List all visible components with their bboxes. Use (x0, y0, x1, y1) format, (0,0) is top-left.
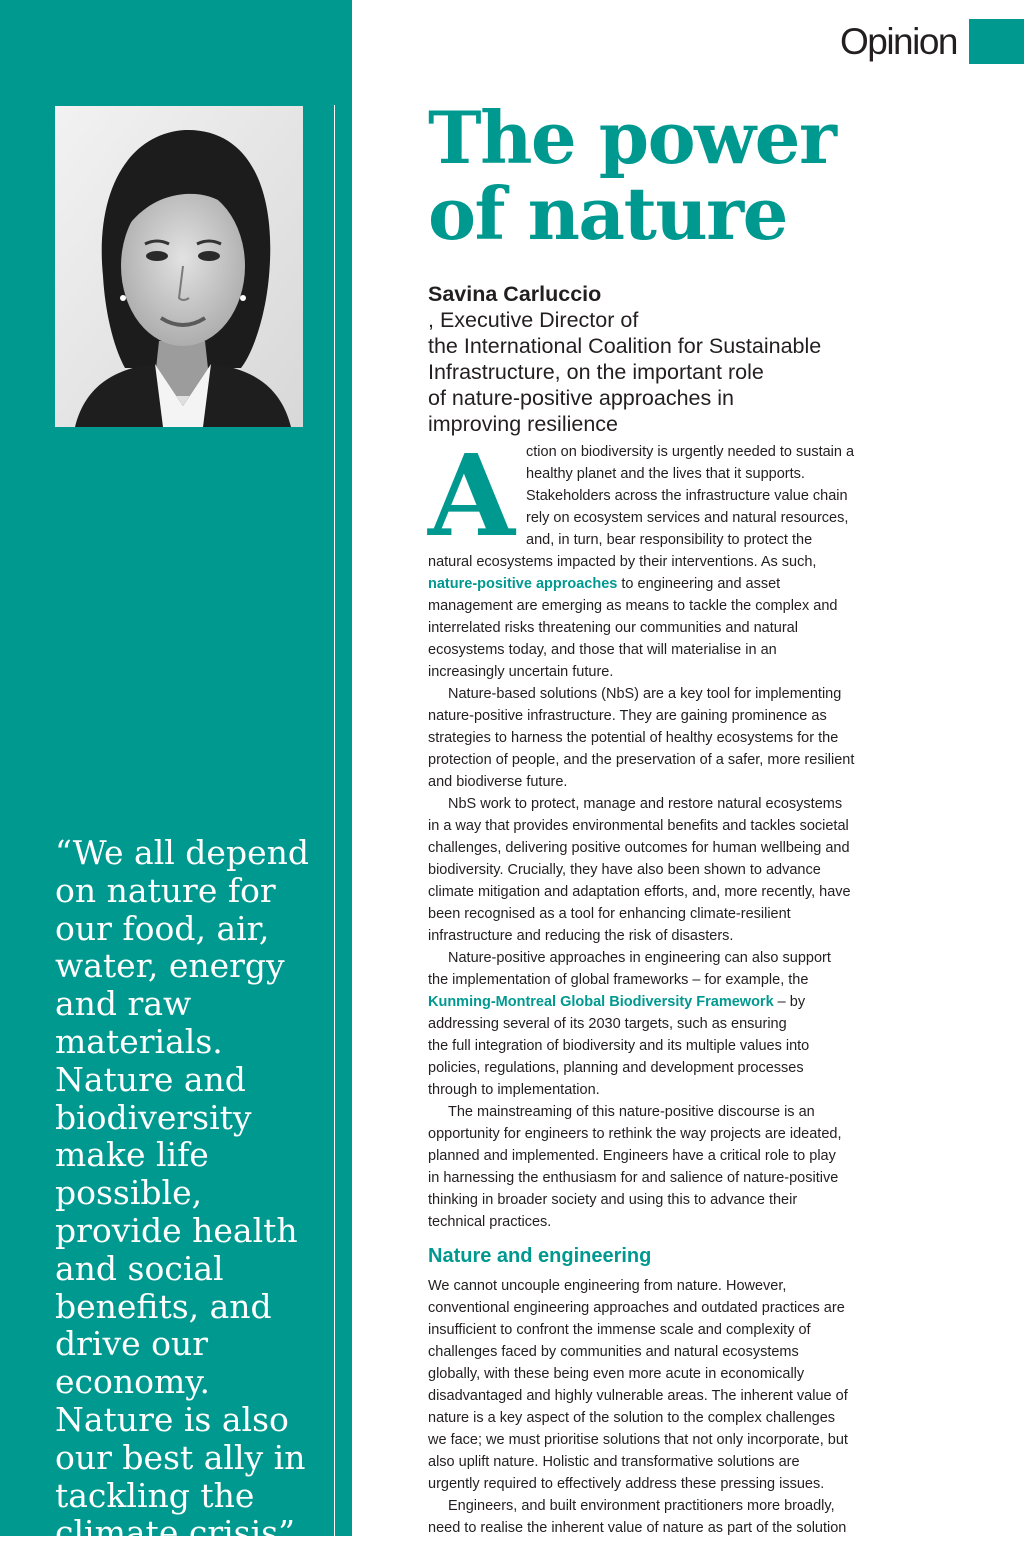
body-line: NbS work to protect, manage and restore natural ecosystems (448, 796, 843, 812)
author-portrait (55, 106, 303, 427)
nature-positive-approaches-link[interactable]: nature-positive approaches (428, 576, 618, 592)
body-line: natural ecosystems impacted by their interventions. As such, (428, 554, 817, 570)
author-name: Savina Carluccio (428, 282, 602, 306)
headline-line-2: of nature (428, 171, 787, 256)
body-line: ecosystems today, and those that will materialise in an (428, 642, 777, 658)
kunming-montreal-framework-link[interactable]: Kunming-Montreal Global Biodiversity Framework (428, 994, 774, 1010)
body-line: conventional engineering approaches and outdated practices are (428, 1300, 845, 1316)
body-line-with-link (428, 573, 878, 595)
body-line: Stakeholders across the infrastructure value chain (526, 488, 848, 504)
headline-line-1: The power (428, 95, 836, 180)
standfirst-line-1-rest: , Executive Director of (428, 308, 639, 332)
body-line: Engineers, and built environment practitioners more broadly, (448, 1498, 835, 1514)
body-line: addressing several of its 2030 targets, such as ensuring (428, 1016, 787, 1032)
body-line: The mainstreaming of this nature-positive discourse is an (448, 1104, 815, 1120)
body-line: healthy planet and the lives that it supports. (526, 466, 805, 482)
section-subheading: Nature and engineering (428, 1245, 652, 1267)
body-line: Nature-based solutions (NbS) are a key tool for implementing (448, 686, 842, 702)
body-line: policies, regulations, planning and development processes (428, 1060, 804, 1076)
body-line: technical practices. (428, 1214, 552, 1230)
body-line: opportunity for engineers to rethink the way projects are ideated, (428, 1126, 842, 1142)
body-line: disadvantaged and highly vulnerable areas. The inherent value of (428, 1388, 848, 1404)
portrait-image (55, 106, 303, 427)
body-line: increasingly uncertain future. (428, 664, 614, 680)
body-line: we face; we must prioritise solutions that not only incorporate, but (428, 1432, 848, 1448)
body-line-rest: – by (773, 994, 806, 1010)
section-label: Opinion (839, 21, 957, 62)
body-line: in a way that provides environmental benefits and tackles societal (428, 818, 849, 834)
body-line: interrelated risks threatening our communities and natural (428, 620, 798, 636)
body-line: through to implementation. (428, 1082, 600, 1098)
standfirst-line-2: the International Coalition for Sustainable (428, 334, 822, 358)
standfirst-line-1 (428, 281, 888, 333)
body-line: need to realise the inherent value of nature as part of the solution (428, 1520, 847, 1536)
body-line: rely on ecosystem services and natural resources, (526, 510, 849, 526)
sidebar-divider-line (334, 105, 335, 1536)
body-line: the full integration of biodiversity and its multiple values into (428, 1038, 810, 1054)
article-standfirst (428, 281, 888, 437)
body-line-with-link (428, 991, 878, 1013)
body-line: urgently required to effectively address these pressing issues. (428, 1476, 825, 1492)
drop-cap: A (428, 431, 515, 562)
body-line: the implementation of global frameworks – for example, the (428, 972, 809, 988)
sidebar-panel (0, 0, 352, 1552)
body-line: and biodiverse future. (428, 774, 568, 790)
article-body (428, 431, 878, 1539)
body-line: in harnessing the enthusiasm for and salience of nature-positive (428, 1170, 839, 1186)
body-line: management are emerging as means to tackle the complex and (428, 598, 838, 614)
body-line: globally, with these being even more acute in economically (428, 1366, 805, 1382)
body-line: insufficient to confront the immense scale and complexity of (428, 1322, 811, 1338)
body-line-rest: to engineering and asset (617, 576, 781, 592)
body-line: Nature-positive approaches in engineering can also support (448, 950, 831, 966)
body-line: challenges, delivering positive outcomes for human wellbeing and (428, 840, 850, 856)
body-line: and, in turn, bear responsibility to protect the (526, 532, 813, 548)
standfirst-line-5: improving resilience (428, 412, 618, 436)
body-line: strategies to harness the potential of healthy ecosystems for the (428, 730, 839, 746)
article-headline (428, 95, 988, 256)
section-color-block (969, 19, 1024, 64)
body-line: also uplift nature. Holistic and transformative solutions are (428, 1454, 800, 1470)
body-line: nature-positive infrastructure. They are gaining prominence as (428, 708, 827, 724)
body-line: biodiversity. Crucially, they have also been shown to advance (428, 862, 821, 878)
pull-quote: “We all depend on nature for our food, air, water, energy and raw materials. Nature and biodiversity make life possible, provide health and social benefits, and drive our economy. Nature is also our best ally in tackling the climate crisis” (55, 833, 309, 1552)
body-line: climate mitigation and adaptation efforts, and, more recently, have (428, 884, 851, 900)
standfirst-line-3: Infrastructure, on the important role (428, 360, 764, 384)
body-line: infrastructure and reducing the risk of disasters. (428, 928, 734, 944)
body-line: ction on biodiversity is urgently needed to sustain a (526, 444, 855, 460)
body-line: challenges faced by communities and natural ecosystems (428, 1344, 799, 1360)
body-line: protection of people, and the preservation of a safer, more resilient (428, 752, 855, 768)
body-line: planned and implemented. Engineers have a critical role to play (428, 1148, 836, 1164)
body-line: been recognised as a tool for enhancing climate-resilient (428, 906, 791, 922)
standfirst-line-4: of nature-positive approaches in (428, 386, 734, 410)
body-line: We cannot uncouple engineering from nature. However, (428, 1278, 787, 1294)
body-line: thinking in broader society and using this to advance their (428, 1192, 798, 1208)
body-line: nature is a key aspect of the solution to the complex challenges (428, 1410, 836, 1426)
